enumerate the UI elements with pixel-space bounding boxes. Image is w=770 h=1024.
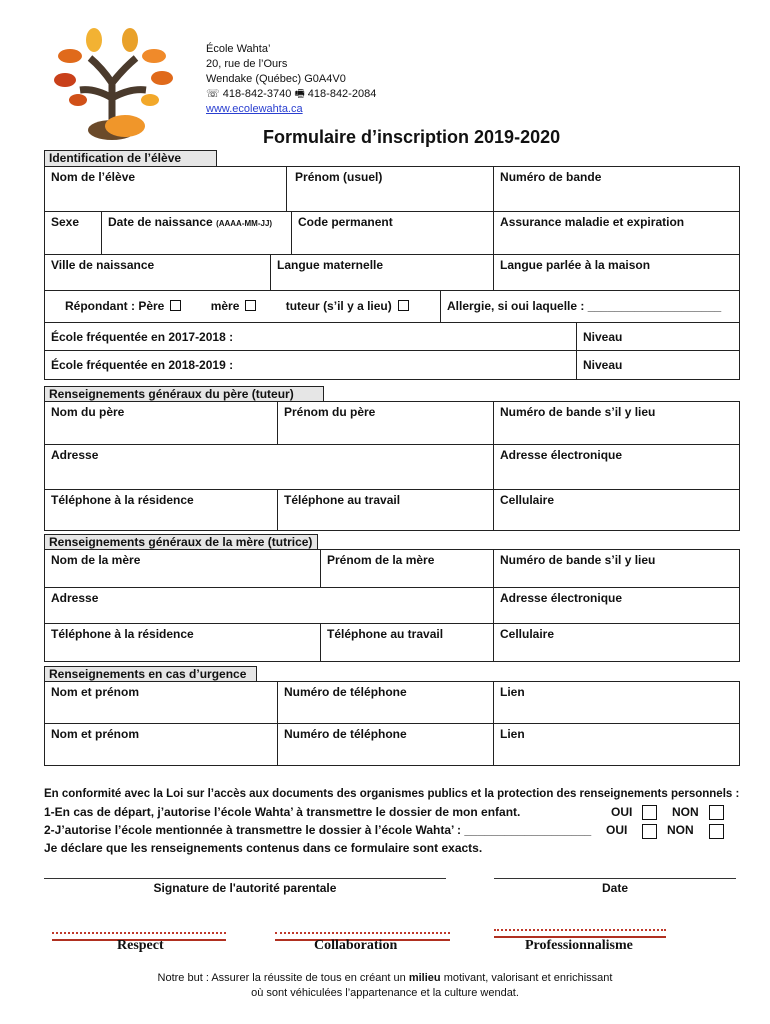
respondent-mother-label: mère — [210, 299, 240, 313]
field-school-2017[interactable]: École fréquentée en 2017-2018 : — [45, 323, 577, 351]
yes-label-1: OUI — [611, 805, 633, 819]
value-professionalism: Professionnalisme — [525, 938, 633, 953]
field-mother-first-name[interactable]: Prénom de la mère — [321, 550, 494, 588]
field-emergency-name-2[interactable]: Nom et prénom — [45, 724, 278, 766]
consent-line-1-row — [44, 803, 744, 821]
school-phones: ☏ 418-842-3740 🖷 418-842-2084 — [206, 88, 377, 100]
school-header — [206, 42, 376, 117]
school-website-link[interactable]: www.ecolewahta.ca — [206, 103, 303, 115]
footer-line-1a: Notre but : Assurer la réussite de tous en créant un — [157, 972, 409, 984]
field-emergency-link-2[interactable]: Lien — [494, 724, 740, 766]
footer-line-1b: milieu — [408, 972, 441, 984]
value-respect: Respect — [117, 938, 164, 953]
consent-line-2: 2-J’autorise l’école mentionnée à transmettre le dossier à l’école Wahta’ : ___________________ — [44, 823, 592, 837]
footer-motto — [0, 971, 770, 1001]
field-band-number[interactable]: Numéro de bande — [494, 167, 740, 212]
field-home-language[interactable]: Langue parlée à la maison — [494, 255, 740, 291]
respondent-father-label: Répondant : Père — [65, 299, 165, 313]
field-birth-city[interactable]: Ville de naissance — [45, 255, 271, 291]
signature-line[interactable] — [44, 878, 446, 879]
consent-section — [44, 785, 744, 857]
birth-date-label: Date de naissance — [108, 215, 213, 229]
student-table — [44, 166, 740, 255]
mother-table — [44, 549, 740, 662]
field-father-home-phone[interactable]: Téléphone à la résidence — [45, 490, 278, 531]
emergency-table — [44, 681, 740, 766]
date-line[interactable] — [494, 878, 736, 879]
field-father-name[interactable]: Nom du père — [45, 402, 278, 445]
checkbox-yes-2[interactable] — [642, 824, 657, 839]
respondent-row — [45, 291, 441, 323]
form-title: Formulaire d’inscription 2019-2020 — [263, 127, 561, 147]
birth-date-format: (AAAA-MM-JJ) — [216, 219, 273, 228]
checkbox-father[interactable] — [170, 300, 181, 311]
respondent-table — [44, 290, 740, 323]
checkbox-yes-1[interactable] — [642, 805, 657, 820]
field-father-work-phone[interactable]: Téléphone au travail — [278, 490, 494, 531]
date-label: Date — [601, 881, 628, 895]
field-permanent-code[interactable]: Code permanent — [292, 212, 494, 255]
field-emergency-name-1[interactable]: Nom et prénom — [45, 682, 278, 724]
father-table — [44, 401, 740, 531]
field-father-address[interactable]: Adresse — [45, 445, 494, 490]
field-father-first-name[interactable]: Prénom du père — [278, 402, 494, 445]
section-father: Renseignements généraux du père (tuteur) — [44, 386, 324, 402]
field-emergency-phone-2[interactable]: Numéro de téléphone — [278, 724, 494, 766]
checkbox-guardian[interactable] — [398, 300, 409, 311]
value-collaboration: Collaboration — [314, 938, 398, 953]
school-city: Wendake (Québec) G0A4V0 — [206, 73, 346, 85]
consent-line-1: 1-En cas de départ, j’autorise l’école Wahta’ à transmettre le dossier de mon enfant. — [44, 805, 521, 819]
field-sex[interactable]: Sexe — [45, 212, 102, 255]
footer-line-2: où sont véhiculées l’appartenance et la culture wendat. — [251, 987, 519, 999]
field-level-2017[interactable]: Niveau — [577, 323, 740, 351]
field-emergency-phone-1[interactable]: Numéro de téléphone — [278, 682, 494, 724]
field-mother-tongue[interactable]: Langue maternelle — [271, 255, 494, 291]
checkbox-no-2[interactable] — [709, 824, 724, 839]
field-student-name[interactable]: Nom de l’élève — [45, 167, 287, 212]
field-birth-date[interactable] — [102, 212, 292, 255]
field-allergy[interactable]: Allergie, si oui laquelle : ____________________ — [441, 291, 740, 323]
field-emergency-link-1[interactable]: Lien — [494, 682, 740, 724]
section-emergency: Renseignements en cas d’urgence — [44, 666, 257, 682]
footer-line-1c: motivant, valorisant et enrichissant — [440, 972, 613, 984]
school-name: École Wahta’ — [206, 43, 271, 55]
field-mother-name[interactable]: Nom de la mère — [45, 550, 321, 588]
tree-icon — [54, 28, 173, 140]
consent-line-2-row — [44, 821, 744, 839]
field-mother-band[interactable]: Numéro de bande s’il y lieu — [494, 550, 740, 588]
field-father-cell[interactable]: Cellulaire — [494, 490, 740, 531]
schools-table — [44, 322, 740, 380]
field-mother-cell[interactable]: Cellulaire — [494, 624, 740, 662]
no-label-1: NON — [672, 805, 699, 819]
signature-label: Signature de l'autorité parentale — [153, 881, 337, 895]
field-father-band[interactable]: Numéro de bande s’il y lieu — [494, 402, 740, 445]
field-father-email[interactable]: Adresse électronique — [494, 445, 740, 490]
school-address: 20, rue de l’Ours — [206, 58, 288, 70]
respondent-guardian-label: tuteur (s’il y a lieu) — [285, 299, 392, 313]
checkbox-mother[interactable] — [245, 300, 256, 311]
field-student-first-name[interactable]: Prénom (usuel) — [287, 167, 494, 212]
consent-line-3: Je déclare que les renseignements contenus dans ce formulaire sont exacts. — [44, 841, 483, 855]
field-mother-work-phone[interactable]: Téléphone au travail — [321, 624, 494, 662]
value-bar-3 — [494, 929, 666, 938]
field-mother-address[interactable]: Adresse — [45, 588, 494, 624]
school-logo — [50, 28, 185, 146]
student-table-2 — [44, 254, 740, 291]
no-label-2: NON — [667, 823, 694, 837]
field-school-2018[interactable]: École fréquentée en 2018-2019 : — [45, 351, 577, 380]
field-mother-home-phone[interactable]: Téléphone à la résidence — [45, 624, 321, 662]
consent-intro: En conformité avec la Loi sur l’accès aux documents des organismes publics et la protection des renseignements personnels : — [44, 788, 740, 800]
field-mother-email[interactable]: Adresse électronique — [494, 588, 740, 624]
field-health-insurance[interactable]: Assurance maladie et expiration — [494, 212, 740, 255]
section-mother: Renseignements généraux de la mère (tutrice) — [44, 534, 318, 550]
section-student: Identification de l’élève — [44, 150, 217, 166]
checkbox-no-1[interactable] — [709, 805, 724, 820]
field-level-2018[interactable]: Niveau — [577, 351, 740, 380]
yes-label-2: OUI — [606, 823, 628, 837]
